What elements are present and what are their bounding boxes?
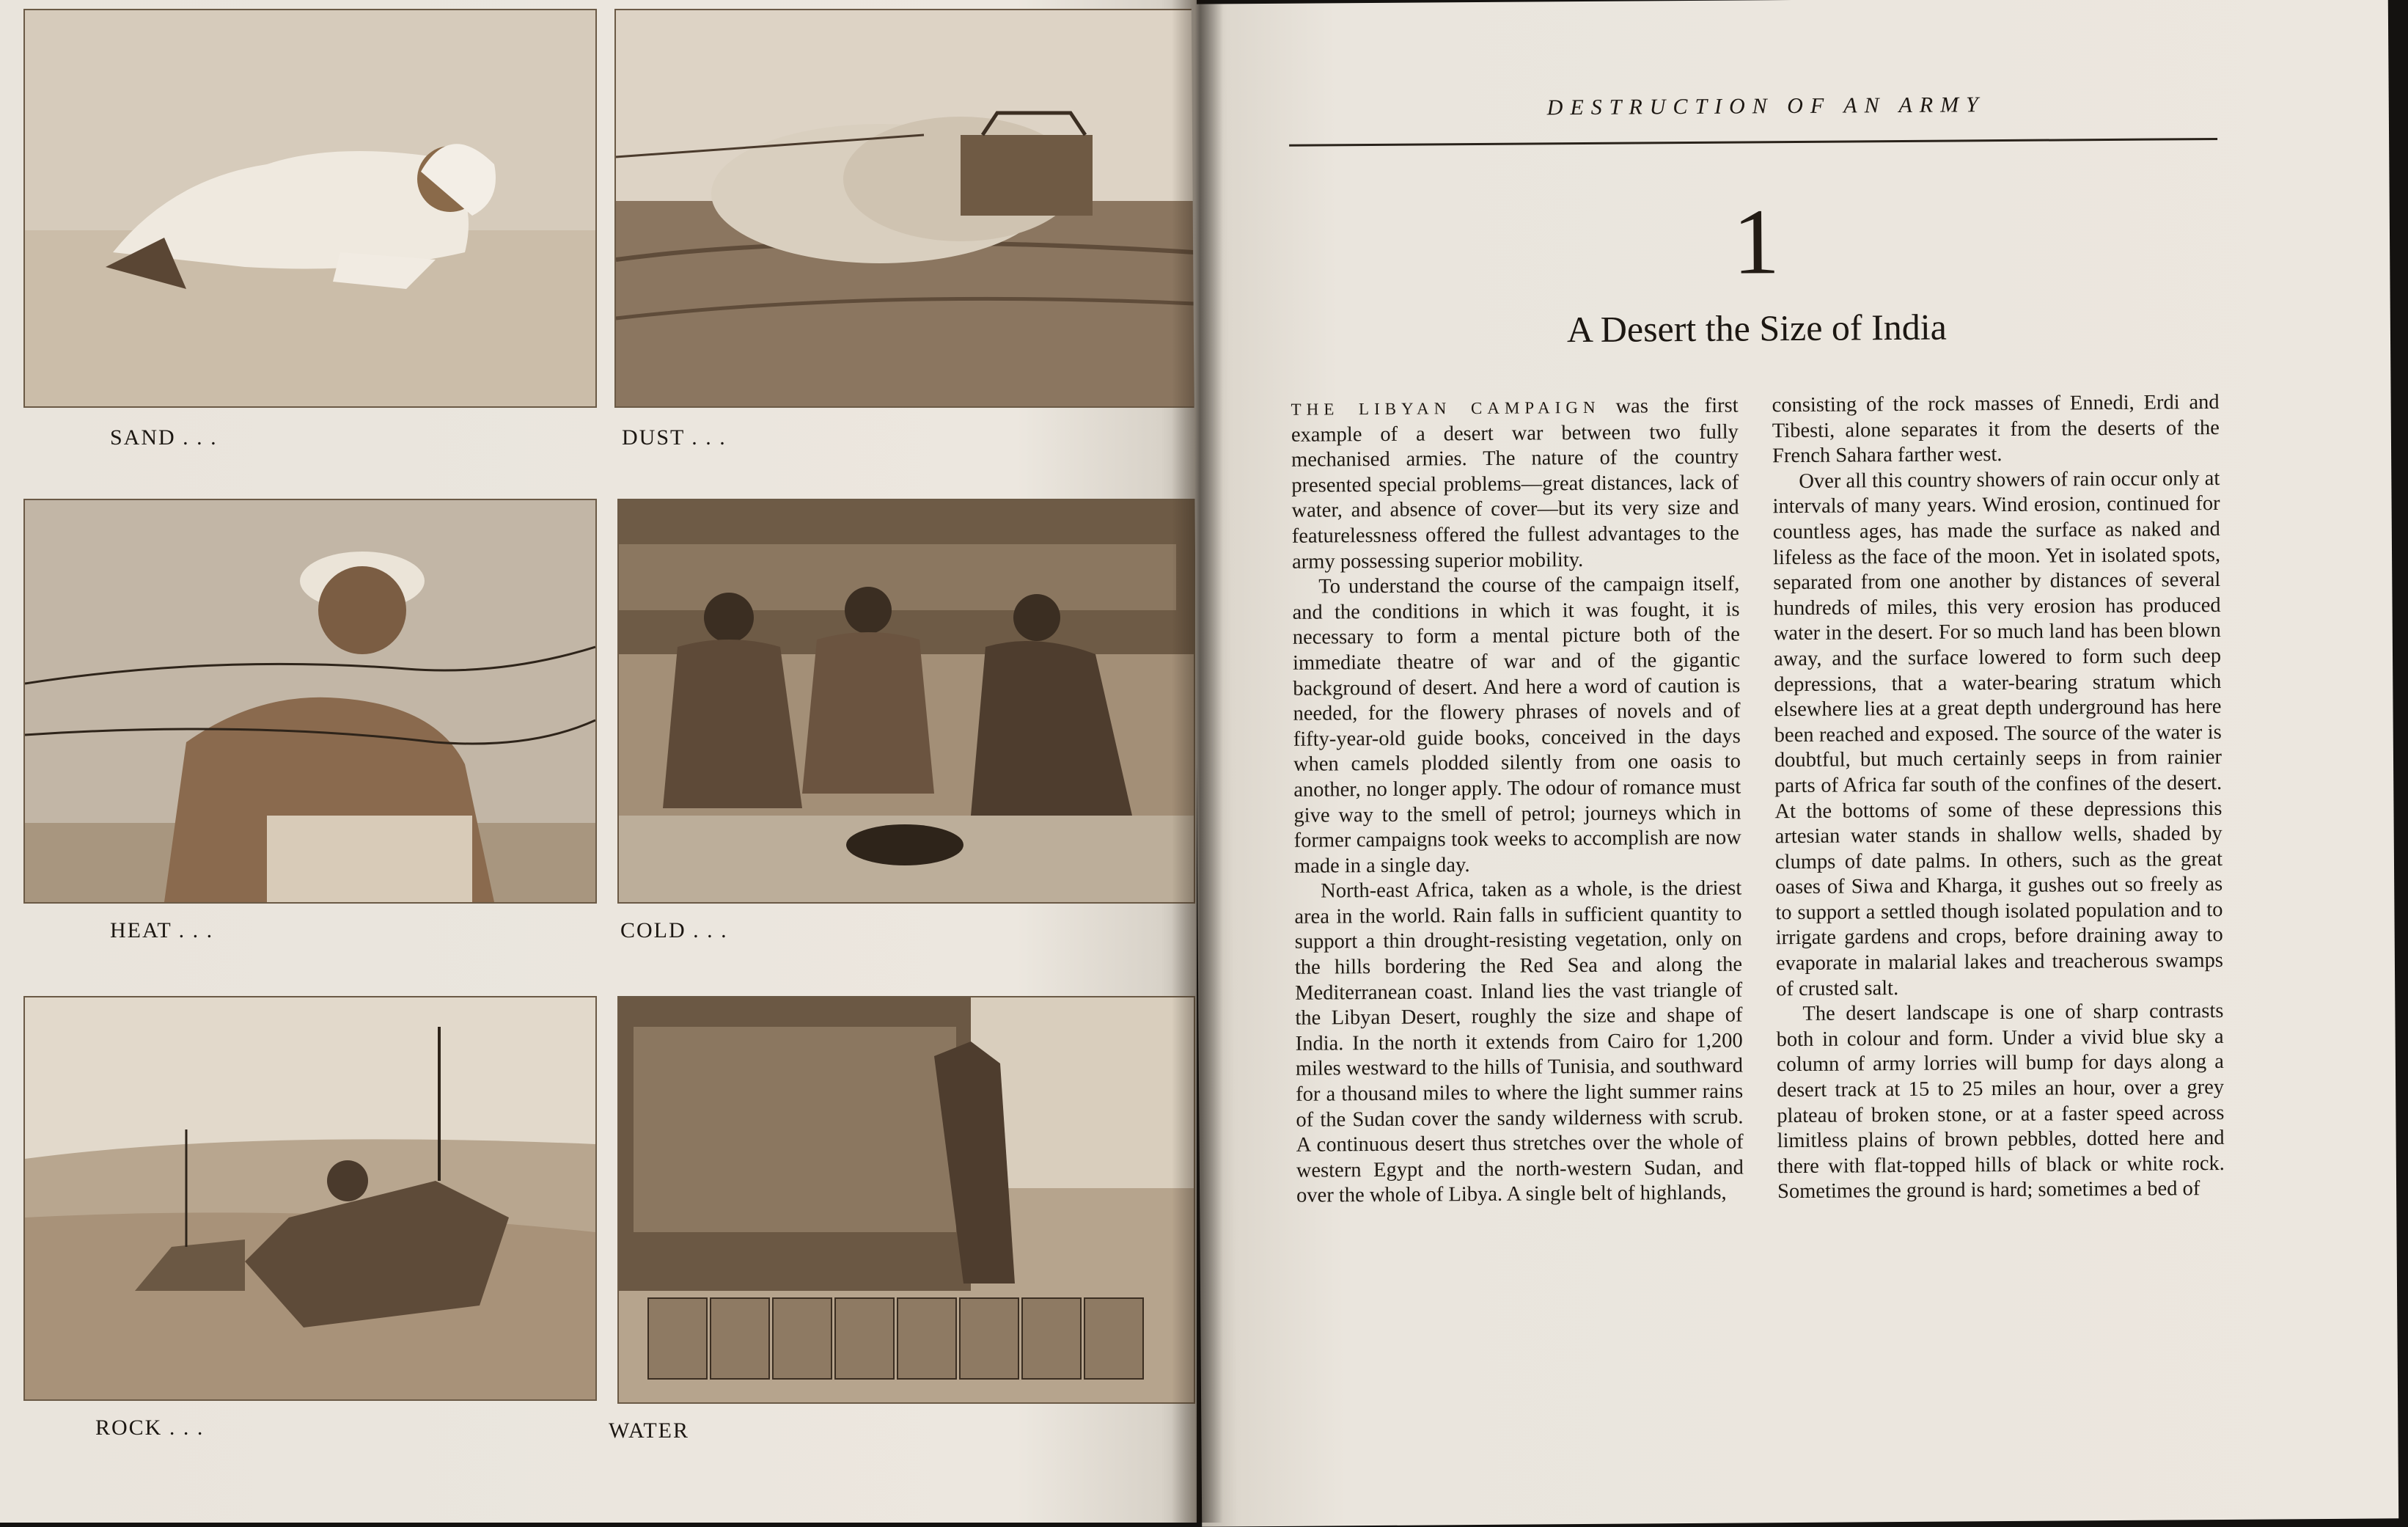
paragraph <box>1291 394 1740 575</box>
book-spine-shadow <box>1172 0 1223 1523</box>
chapter-number: 1 <box>1732 189 1780 294</box>
caption-sand: SAND . . . <box>110 425 218 450</box>
chapter-title: A Desert the Size of India <box>1566 306 1948 351</box>
text-column-1 <box>1291 394 1744 1209</box>
paragraph: Over all this country showers of rain occur only at intervals of many years. Wind erosion, continued for countless ages, has made the surface as naked and lifeless as the face of the moon. Yet in isolated spots, separated from one another by distances of several hundreds of miles, this very erosion has produced water in the desert. For so much land has been blown away, and the surface lowered to form such deep depressions, that a water-bearing stratum which elsewhere lies at a great depth underground has here been reached and exposed. The source of the water is doubtful, but much certainly seeps in from rainier parts of Africa far south of the confines of the desert. At the bottoms of some of these depressions this artesian water stands in shallow wells, shaded by clumps of date palms. In others, such as the great oases of Siwa and Kharga, it gushes out so freely as to support a settled though isolated population and to irrigate gardens and crops, before draining away to evaporate in malarial lakes and treacherous swamps of crusted salt. <box>1772 466 2224 1000</box>
caption-rock: ROCK . . . <box>95 1416 205 1440</box>
right-page <box>1192 0 2398 1527</box>
photo-rock <box>23 996 597 1401</box>
soldiers-by-fire-photo <box>619 500 1194 902</box>
header-rule <box>1289 138 2217 147</box>
caption-heat: HEAT . . . <box>110 918 214 942</box>
lead-in-smallcaps: THE LIBYAN CAMPAIGN <box>1291 398 1601 419</box>
left-page <box>0 0 1197 1523</box>
soldier-barbed-wire-photo <box>25 500 595 902</box>
paragraph: North-east Africa, taken as a whole, is the driest area in the world. Rain falls in sufficient quantity to support a thin drought-resisting vegetation, only on the hills bordering the Red Sea and along the Mediterranean coast. Inland lies the vast triangle of the Libyan Desert, roughly the size and shape of India. In the north it extends from Cairo for 1,200 miles westward to the hills of Tunisia, and southward for a thousand miles to where the light summer rains of the Sudan cover the sandy wilderness with scrub. A continuous desert thus stretches over the whole of western Egypt and the north-western Sudan, and over the whole of Libya. A single belt of highlands, <box>1294 876 1744 1208</box>
caption-dust: DUST . . . <box>622 425 727 450</box>
truck-dust-cloud-photo <box>616 10 1194 406</box>
caption-cold: COLD . . . <box>620 918 728 942</box>
paragraph: consisting of the rock masses of Ennedi, Erdi and Tibesti, alone separates it from the deserts of the French Sahara farther west. <box>1772 390 2220 468</box>
photo-cold <box>617 499 1195 904</box>
text-column-2 <box>1772 390 2225 1205</box>
photo-dust <box>614 9 1195 408</box>
caption-water: WATER <box>609 1418 689 1443</box>
tanks-desert-photo <box>25 997 595 1399</box>
photo-water <box>617 996 1195 1404</box>
soldier-in-sand-photo <box>25 10 595 406</box>
running-head: DESTRUCTION OF AN ARMY <box>1546 92 1986 120</box>
photo-sand <box>23 9 597 408</box>
photo-heat <box>23 499 597 904</box>
paragraph: To understand the course of the campaign itself, and the conditions in which it was fought, it is necessary to form a mental picture both of the immediate theatre of war and of the gigantic background of desert. And here a word of caution is needed, for the flowery phrases of novels and of fifty-year-old guide books, conceived in the days when camels plodded silently from one oasis to another, no longer apply. The odour of romance must give way to the smell of petrol; journeys which in former campaigns took weeks to accomplish are now made in a single day. <box>1292 572 1741 878</box>
water-cans-lorry-photo <box>619 997 1194 1402</box>
paragraph: The desert landscape is one of sharp contrasts both in colour and form. Under a vivid blue sky a column of army lorries will bump for days along a desert track at 15 to 25 miles an hour, over a grey plateau of broken stone, or at a faster speed across limitless plains of brown pebbles, dotted here and there with flat-topped hills of black or white rock. Sometimes the ground is hard; sometimes a bed of <box>1776 1000 2225 1204</box>
paragraph-text: was the first example of a desert war between two fully mechanised armies. The nature of the country presented special problems—great distances, lack of water, and absence of cover—but its very size and featurelessness offered the fullest advantages to the army possessing superior mobility. <box>1291 394 1739 574</box>
